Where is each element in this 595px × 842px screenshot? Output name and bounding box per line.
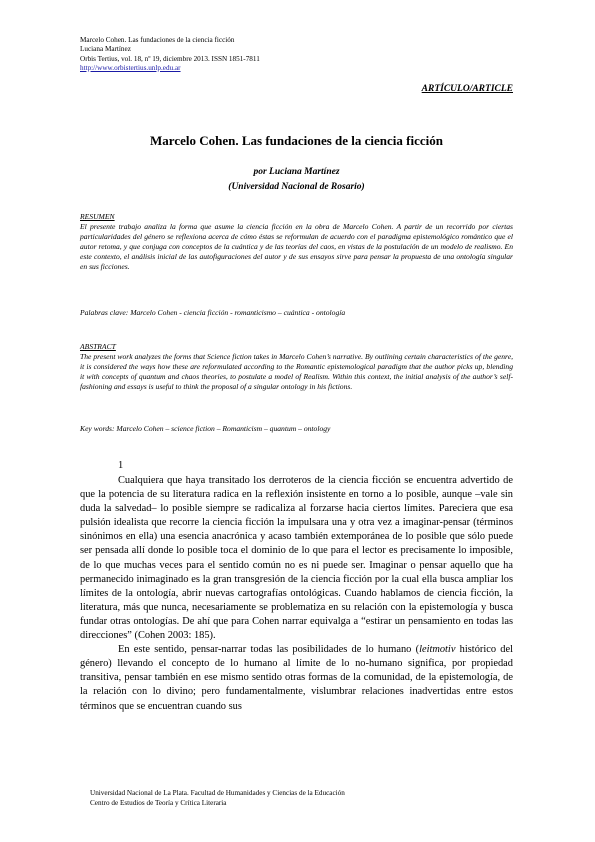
- italic-term: leitmotiv: [419, 644, 456, 656]
- author-byline: por Luciana Martínez: [253, 167, 340, 177]
- journal-header: [80, 36, 260, 73]
- footer-university: Universidad Nacional de La Plata. Facultad de Humanidades y Ciencias de la Educación: [90, 789, 345, 797]
- header-citation: Orbis Tertius, vol. 18, nº 19, diciembre 2013. ISSN 1851-7811: [80, 54, 260, 63]
- journal-link[interactable]: http://www.orbistertius.unlp.edu.ar: [80, 63, 181, 72]
- resumen-block: [80, 212, 513, 271]
- footer-center: Centro de Estudios de Teoría y Crítica Literaria: [90, 799, 227, 807]
- section-label: ARTÍCULO/ARTICLE: [421, 84, 513, 94]
- body-paragraph-2: En este sentido, pensar-narrar todas las posibilidades de lo humano (leitmotiv histórico del género) llevando el concepto de lo humano al límite de lo no-humano significa, por propiedad transitiva, pensar también en ese mismo sentido otras formas de la comunidad, de la epistemología, de la relación con lo divino; pero fundamentalmente, vislumbrar relaciones inadvertidas entre estos términos que se encuentran cuando sus: [80, 644, 513, 712]
- resumen-text: El presente trabajo analiza la forma que asume la ciencia ficción en la obra de Marcelo Cohen. A partir de un recorrido por ciertas particularidades del género se reflexiona acerca de cómo éstas se reformulan de acuerdo con el paradigma epistemológico romántico que el autor retoma, y que conjuga con conceptos de la cuántica y de las teorías del caos, en vistas de la postulación de un modelo de realismo. En este contexto, el análisis inicial de las autofiguraciones del autor y de sus ensayos sirve para pensar la propuesta de una ontología singular en sus ficciones.: [80, 221, 513, 271]
- header-article-title: Marcelo Cohen. Las fundaciones de la ciencia ficción: [80, 36, 235, 44]
- page-footer: [90, 788, 345, 808]
- resumen-keywords: Palabras clave: Marcelo Cohen - ciencia ficción - romanticismo – cuántica - ontología: [80, 308, 346, 317]
- body-paragraph-1: Cualquiera que haya transitado los derroteros de la ciencia ficción se encuentra advertido de que la potencia de su literatura radica en la reflexión insistente en torno a lo posible, aunque –vale sin duda la salvedad– lo posible siempre se radicaliza al forzarse hacia ciertos límites. Pareciera que esa pulsión idealista que recorre la ciencia ficción la impulsara una y otra vez a imaginar-pensar (términos sinónimos en ella) una esencia anacrónica y acaso también extemporánea de lo posible que sólo puede ser pensada allí donde lo posible toca el dominio de lo que para el lector es precisamente lo imposible, de lo que muchas veces para el sentido común no es ni puede ser. Imaginar o pensar aquello que ha permanecido inimaginado es la gran transgresión de la ciencia ficción por la cual ella busca ampliar los límites de la ontología, abrir nuevas cartografías ontológicas. Cuando hablamos de ciencia ficción, la literatura, más que nunca, necesariamente se problematiza en su relación con la epistemología y busca fundar otras ontologías. De ahí que para Cohen narrar equivalga a “estirar un pensamiento en todas las direcciones” (Cohen 2003: 185).: [80, 475, 513, 642]
- abstract-text: The present work analyzes the forms that Science fiction takes in Marcelo Cohen’s narrative. By outlining certain characteristics of the genre, it is considered the ways how these are reformulated according to the Romantic epistemological paradigm that the author picks up, blending it with concepts of quantum and chaos theories, to postulate a model of Realism. Within this context, the initial analysis of the author’s self-fashioning and essays is useful to think the proposal of a singular ontology in his fictions.: [80, 351, 513, 391]
- abstract-keywords: Key words: Marcelo Cohen – science fiction – Romanticism – quantum – ontology: [80, 424, 331, 433]
- body-text: [80, 474, 513, 714]
- abstract-block: [80, 342, 513, 392]
- section-number: 1: [118, 460, 124, 471]
- author-affiliation: (Universidad Nacional de Rosario): [228, 182, 365, 192]
- resumen-heading: RESUMEN: [80, 212, 115, 221]
- abstract-heading: ABSTRACT: [80, 342, 116, 351]
- article-title: Marcelo Cohen. Las fundaciones de la ciencia ficción: [150, 133, 443, 148]
- header-author: Luciana Martínez: [80, 45, 131, 54]
- author-block: [80, 165, 513, 195]
